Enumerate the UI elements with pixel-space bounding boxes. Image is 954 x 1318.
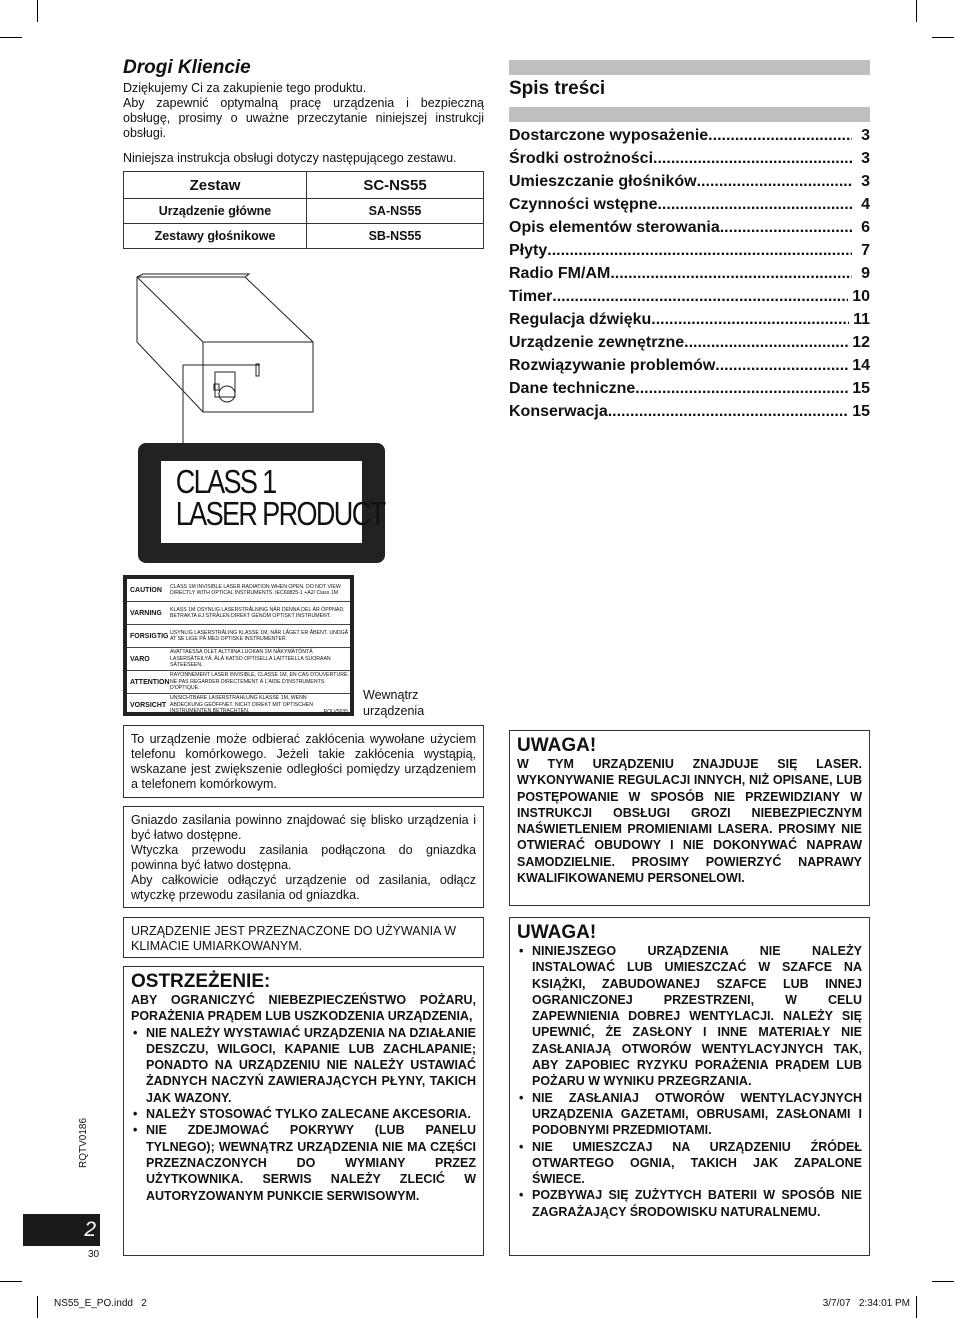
warning-key: ATTENTION: [130, 678, 170, 686]
toc-item-label: Środki ostrożności: [509, 150, 654, 167]
warning-row: [127, 601, 350, 624]
warning-text: AVATTAESSA OLET ALTTIINA LUOKAN 1M NÄKYMÄTÖNTÄ LASERSÄTEILYÄ. ÄLÄ KATSO OPTISELLA LAITTEELLA SUORAAN SÄTEESEEN.: [170, 649, 331, 669]
table-header-row: [124, 172, 484, 199]
small-page-number: 30: [88, 1249, 100, 1260]
table-header-cell: Zestaw: [124, 172, 307, 199]
toc-title: Spis treści: [509, 78, 606, 99]
toc-item[interactable]: [509, 216, 870, 239]
intro-section: [123, 57, 484, 249]
list-item: • NIE UMIESZCZAJ NA URZĄDZENIU ŹRÓDEŁ OTWARTEGO OGNIA, TAKICH JAK ZAPALONE ŚWIECE.: [517, 1139, 862, 1188]
warning-key: VORSICHT: [130, 701, 167, 709]
toc-leader: [635, 377, 848, 400]
toc-item[interactable]: [509, 170, 870, 193]
intro-text-1: Dziękujemy Ci za zakupienie tego produktu.: [123, 81, 367, 95]
power-notice-text: Aby całkowicie odłączyć urządzenie od zasilania, odłącz wtyczkę przewodu zasilania od gniazdka.: [131, 873, 476, 902]
warning-row: [127, 624, 350, 647]
toc-item[interactable]: [509, 124, 870, 147]
list-item: • NIE ZDEJMOWAĆ POKRYWY (LUB PANELU TYLNEGO); WEWNĄTRZ URZĄDZENIA NIE MA CZĘŚCI PRZEZNACZONYCH DO WYMIANY PRZEZ UŻYTKOWNIKA. SERWIS NALEŻY ZLECIĆ W AUTORYZOWANYM PUNKCIE SERWISOWYM.: [131, 1122, 476, 1203]
toc-item-label: Rozwiązywanie problemów: [509, 357, 716, 374]
laser-label: [138, 443, 385, 563]
toc-item[interactable]: [509, 262, 870, 285]
toc-leader: [657, 193, 852, 216]
warning-row: [127, 647, 350, 670]
toc-leader: [610, 262, 852, 285]
power-notice-text: Wtyczka przewodu zasilania podłączona do gniazdka powinna być łatwo dostępna.: [131, 843, 476, 872]
warning-text: CLASS 1M INVISIBLE LASER RADIATION WHEN OPEN. DO NOT VIEW DIRECTLY WITH OPTICAL INSTRUMENTS. IEC60825-1 +A2/ Class 1M: [170, 583, 341, 596]
toc-item-page: 15: [852, 403, 870, 420]
toc-item[interactable]: [509, 354, 870, 377]
device-illustration: [135, 272, 315, 447]
crop-mark: [932, 37, 954, 38]
toc-item-page: 3: [861, 150, 870, 167]
uwaga-title: UWAGA!: [517, 735, 597, 756]
toc-item[interactable]: [509, 400, 870, 423]
model-table: [123, 171, 484, 249]
laser-label-inner: [161, 461, 385, 543]
footer-filename: NS55_E_PO.indd 2: [54, 1298, 147, 1309]
warning-row: [127, 693, 350, 716]
power-notice-text: Gniazdo zasilania powinno znajdować się blisko urządzenia i być łatwo dostępne.: [131, 813, 476, 842]
table-cell: SA-NS55: [307, 199, 484, 224]
intro-title: Drogi Kliencie: [123, 57, 251, 78]
toc-item-page: 11: [853, 311, 870, 328]
toc-bottom-bar: [509, 107, 870, 122]
toc-item-page: 4: [861, 196, 870, 213]
ostrzezenie-box: [123, 966, 484, 1256]
table-header-cell: SC-NS55: [307, 172, 484, 199]
warning-row: [127, 670, 350, 693]
toc-item-page: 3: [861, 127, 870, 144]
list-item: • NIE ZASŁANIAJ OTWORÓW WENTYLACYJNYCH URZĄDZENIA GAZETAMI, OBRUSAMI, ZASŁONAMI I PODOBNYMI PRZEDMIOTAMI.: [517, 1090, 862, 1139]
warning-key: VARO: [130, 655, 150, 663]
uwaga-laser-box: [509, 730, 870, 906]
warning-label-code: RQLV5035: [323, 709, 348, 715]
toc-item-page: 12: [852, 334, 870, 351]
toc-item-label: Timer: [509, 288, 553, 305]
toc-item-label: Regulacja dźwięku: [509, 311, 652, 328]
toc-top-bar: [509, 60, 870, 75]
toc-item-page: 6: [861, 219, 870, 236]
uwaga-list: [517, 943, 862, 1220]
toc-item-page: 10: [852, 288, 870, 305]
climate-notice: URZĄDZENIE JEST PRZEZNACZONE DO UŻYWANIA W KLIMACIE UMIARKOWANYM.: [123, 917, 484, 958]
inside-device-label: Wewnątrz urządzenia: [363, 688, 425, 718]
toc-item-page: 14: [852, 357, 870, 374]
table-cell: Urządzenie główne: [124, 199, 307, 224]
crop-mark: [37, 1296, 38, 1318]
table-cell: Zestawy głośnikowe: [124, 224, 307, 249]
table-row: [124, 199, 484, 224]
toc-item-label: Konserwacja: [509, 403, 608, 420]
toc-leader: [684, 331, 848, 354]
table-cell: SB-NS55: [307, 224, 484, 249]
document-code: RQTV0186: [78, 1117, 89, 1168]
laser-label-text: [161, 461, 385, 532]
warning-key: FORSIGTIG: [130, 632, 169, 640]
laser-line-2: LASER PRODUCT: [175, 495, 385, 532]
toc-item[interactable]: [509, 285, 870, 308]
toc-leader: [651, 308, 849, 331]
toc-leader: [653, 147, 852, 170]
toc-item-page: 9: [861, 265, 870, 282]
toc-leader: [720, 216, 852, 239]
crop-mark: [0, 37, 22, 38]
warning-key: VARNING: [130, 609, 162, 617]
list-item: • NINIEJSZEGO URZĄDZENIA NIE NALEŻY INSTALOWAĆ LUB UMIESZCZAĆ W SZAFCE NA KSIĄŻKI, ZABUDOWANEJ SZAFCE LUB INNEJ OGRANICZONEJ PRZESTRZENI, W CELU ZAPEWNIENIA DOBREJ WENTYLACJI. NALEŻY SIĘ UPEWNIĆ, ŻE ZASŁONY I INNE MATERIAŁY NIE ZASŁANIAJĄ OTWORÓW WENTYLACYJNYCH TAK, ABY ZAPOBIEC RYZYKU PORAŻENIA PRĄDEM LUB POŻARU W WYNIKU PRZEGRZANIA.: [517, 943, 862, 1090]
uwaga-laser-text: W TYM URZĄDZENIU ZNAJDUJE SIĘ LASER. WYKONYWANIE REGULACJI INNYCH, NIŻ OPISANE, LUB POSTĘPOWANIE W SPOSÓB NIE PRZEWIDZIANY W INSTRUKCJI OBSŁUGI GROZI NIEBEZPIECZNYM NAŚWIETLENIEM PROMIENIAMI LASERA. PROSIMY NIE OTWIERAĆ OBUDOWY I NIE DOKONYWAĆ NAPRAW SAMODZIELNIE. PROSIMY POWIERZYĆ NAPRAWY KWALIFIKOWANEMU PERSONELOWI.: [517, 757, 862, 886]
crop-mark: [0, 1281, 22, 1282]
ostrzezenie-intro: ABY OGRANICZYĆ NIEBEZPIECZEŃSTWO POŻARU, PORAŻENIA PRĄDEM LUB USZKODZENIA URZĄDZENIA,: [131, 993, 476, 1024]
toc-leader: [552, 285, 848, 308]
power-socket-notice: [123, 806, 484, 908]
page-number-tab: 2: [23, 1214, 100, 1246]
toc-item-page: 15: [852, 380, 870, 397]
uwaga-ventilation-box: [509, 917, 870, 1256]
warning-text: UNSICHTBARE LASERSTRAHLUNG KLASSE 1M, WENN ABDECKUNG GEÖFFNET. NICHT DIREKT MIT OPTISCHEN INSTRUMENTEN BETRACHTEN.: [170, 695, 313, 715]
toc-item-page: 3: [861, 173, 870, 190]
multilingual-warning-label: [123, 575, 354, 716]
warning-key: CAUTION: [130, 586, 162, 594]
toc-item-label: Dane techniczne: [509, 380, 636, 397]
toc-leader: [715, 354, 848, 377]
list-item: • NIE NALEŻY WYSTAWIAĆ URZĄDZENIA NA DZIAŁANIE DESZCZU, WILGOCI, KAPANIE LUB ZACHLAPANIE; PONADTO NA URZĄDZENIU NIE NALEŻY USTAWIAĆ ŻADNYCH NACZYŃ ZAWIERAJĄCYCH PŁYNY, TAKICH JAK WAZONY.: [131, 1025, 476, 1106]
warning-row: [127, 579, 350, 601]
crop-mark: [916, 0, 917, 22]
toc-item[interactable]: [509, 193, 870, 216]
toc-item-label: Radio FM/AM: [509, 265, 611, 282]
laser-line-1: CLASS 1: [175, 463, 276, 500]
toc-item-label: Urządzenie zewnętrzne: [509, 334, 685, 351]
ostrzezenie-list: [131, 1025, 476, 1204]
warning-text: KLASS 1M OSYNLIG LASERSTRÅLNING NÄR DENNA DEL ÄR ÖPPNAD. BETRAKTA EJ STRÅLEN DIREKT GENOM OPTISKT INSTRUMENT.: [170, 606, 345, 619]
uwaga-title: UWAGA!: [517, 922, 597, 943]
crop-mark: [916, 1296, 917, 1318]
toc-item-label: Dostarczone wyposażenie: [509, 127, 709, 144]
list-item: • NALEŻY STOSOWAĆ TYLKO ZALECANE AKCESORIA.: [131, 1106, 476, 1122]
toc-item-page: 7: [861, 242, 870, 259]
toc-item-label: Czynności wstępne: [509, 196, 658, 213]
toc-item[interactable]: [509, 239, 870, 262]
warning-text: RAYONNEMENT LASER INVISIBLE, CLASSE 1M, EN CAS D'OUVERTURE. NE PAS REGARDER DIRECTEMENT À L'AIDE D'INSTRUMENTS D'OPTIQUE.: [170, 672, 349, 692]
intro-text-2: Aby zapewnić optymalną pracę urządzenia i bezpieczną obsługę, prosimy o uważne przeczytanie niniejszej instrukcji obsługi.: [123, 96, 484, 140]
toc-leader: [697, 170, 852, 193]
toc-item[interactable]: [509, 377, 870, 400]
intro-text-3: Niniejsza instrukcja obsługi dotyczy następującego zestawu.: [123, 151, 457, 165]
crop-mark: [37, 0, 38, 22]
toc-item-label: Opis elementów sterowania: [509, 219, 720, 236]
list-item: • POZBYWAJ SIĘ ZUŻYTYCH BATERII W SPOSÓB NIE ZAGRAŻAJĄCY ŚRODOWISKU NATURALNEMU.: [517, 1187, 862, 1220]
toc-leader: [608, 400, 848, 423]
toc-leader: [708, 124, 852, 147]
toc-item[interactable]: [509, 308, 870, 331]
toc-item[interactable]: [509, 147, 870, 170]
toc-item-label: Umieszczanie głośników: [509, 173, 697, 190]
toc-leader: [547, 239, 852, 262]
toc-item-label: Płyty: [509, 242, 548, 259]
crop-mark: [932, 1281, 954, 1282]
table-of-contents: [509, 124, 870, 423]
ostrzezenie-title: OSTRZEŻENIE:: [131, 971, 271, 992]
table-row: [124, 224, 484, 249]
warning-label-inner: [127, 579, 350, 715]
warning-text: USYNLIG LASERSTRÅLING KLASSE 1M, NÅR LÅGET ER ÅBENT. UNDGÅ AT SE LIGE PÅ MED OPTISKE INSTRUMENTER.: [170, 629, 349, 642]
phone-interference-notice: To urządzenie może odbierać zakłócenia wywołane użyciem telefonu komórkowego. Jeżeli takie zakłócenia wystąpią, wskazane jest zwiększenie odległości pomiędzy urządzeniem a telefonem komórkowym.: [123, 725, 484, 798]
toc-item[interactable]: [509, 331, 870, 354]
footer-timestamp: 3/7/07 2:34:01 PM: [822, 1298, 910, 1309]
